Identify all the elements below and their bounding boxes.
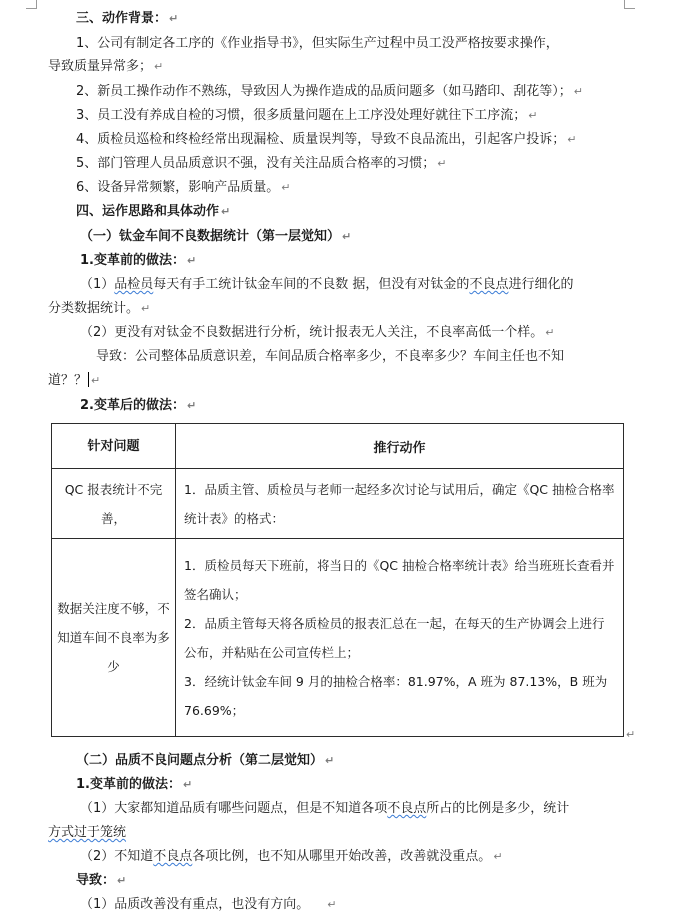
table-row (52, 469, 624, 539)
spellcheck-underline: 不良点 (387, 801, 427, 816)
paragraph: （1）品质改善没有重点，也没有方向。 ↵ (80, 897, 337, 912)
paragraph: （2）更没有对钛金不良数据进行分析，统计报表无人关注，不良率高低一个样。 ↵ (80, 325, 555, 340)
section-heading: 三、动作背景： ↵ (76, 11, 179, 26)
paragraph: 导致质量异常多； ↵ (48, 59, 164, 74)
table-header-row (52, 424, 624, 469)
spellcheck-underline: 品检员 (114, 277, 154, 292)
paragraph: 4、质检员巡检和终检经常出现漏检、质量误判等，导致不良品流出，引起客户投诉； ↵ (76, 132, 577, 147)
table-row (52, 539, 624, 737)
margin-corner-mark (624, 0, 635, 9)
paragraph: 6、设备异常频繁，影响产品质量。 ↵ (76, 180, 291, 195)
paragraph-mark: ↵ (626, 728, 636, 741)
subsection-heading: （一）钛金车间不良数据统计（第一层觉知） ↵ (80, 229, 352, 244)
paragraph: 2、新员工操作动作不熟练，导致因人为操作造成的品质问题多（如马踏印、刮花等）； ↵ (76, 84, 583, 99)
paragraph: 道？？ ↵ (48, 373, 101, 388)
subheading: 1.变革前的做法： ↵ (76, 777, 193, 792)
spellcheck-underline: 方式过于笼统 (48, 825, 127, 840)
paragraph: 1、公司有制定各工序的《作业指导书》，但实际生产过程中员工没严格按要求操作， (76, 36, 559, 51)
action-table (51, 423, 624, 737)
paragraph: （1）品检员每天有手工统计钛金车间的不良数 据，但没有对钛金的不良点进行细化的 (80, 277, 574, 292)
subsection-heading: （二）品质不良问题点分析（第二层觉知） ↵ (76, 753, 335, 768)
text-cursor (88, 372, 89, 387)
table-header-action: 推行动作 (176, 424, 624, 469)
paragraph: （1）大家都知道品质有哪些问题点，但是不知道各项不良点所占的比例是多少，统计 (80, 801, 570, 816)
margin-corner-mark (26, 0, 37, 9)
paragraph: 5、部门管理人员品质意识不强，没有关注品质合格率的习惯； ↵ (76, 156, 447, 171)
table-cell-action: 1．品质主管、质检员与老师一起经多次讨论与试用后，确定《QC 抽检合格率统计表》的格式： (176, 469, 624, 539)
paragraph: 3、员工没有养成自检的习惯，很多质量问题在上工序没处理好就往下工序流； ↵ (76, 108, 538, 123)
table-cell-issue: 数据关注度不够，不知道车间不良率为多少 (52, 539, 176, 737)
paragraph: （2）不知道不良点各项比例，也不知从哪里开始改善，改善就没重点。 ↵ (80, 849, 503, 864)
subheading: 2.变革后的做法： ↵ (80, 398, 197, 413)
spellcheck-underline: 不良点 (153, 849, 193, 864)
subheading: 1.变革前的做法： ↵ (80, 253, 197, 268)
table-header-issue: 针对问题 (52, 424, 176, 469)
table-cell-issue: QC 报表统计不完善， (52, 469, 176, 539)
table-cell-action: 1．质检员每天下班前，将当日的《QC 抽检合格率统计表》给当班班长查看并签名确认； 2．品质主管每天将各质检员的报表汇总在一起，在每天的生产协调会上进行公布，并粘贴在公司宣传栏上； 3．经统计钛金车间 9 月的抽检合格率：81.97%，A 班为 87.13%，B 班为 76.69%； (176, 539, 624, 737)
spellcheck-underline: 不良点 (469, 277, 509, 292)
paragraph (48, 824, 126, 842)
section-heading: 四、运作思路和具体动作 ↵ (76, 204, 231, 219)
subheading: 导致： ↵ (76, 873, 127, 888)
paragraph: 导致：公司整体品质意识差，车间品质合格率多少，不良率多少？车间主任也不知 (96, 349, 565, 364)
paragraph: 分类数据统计。 ↵ (48, 301, 151, 316)
